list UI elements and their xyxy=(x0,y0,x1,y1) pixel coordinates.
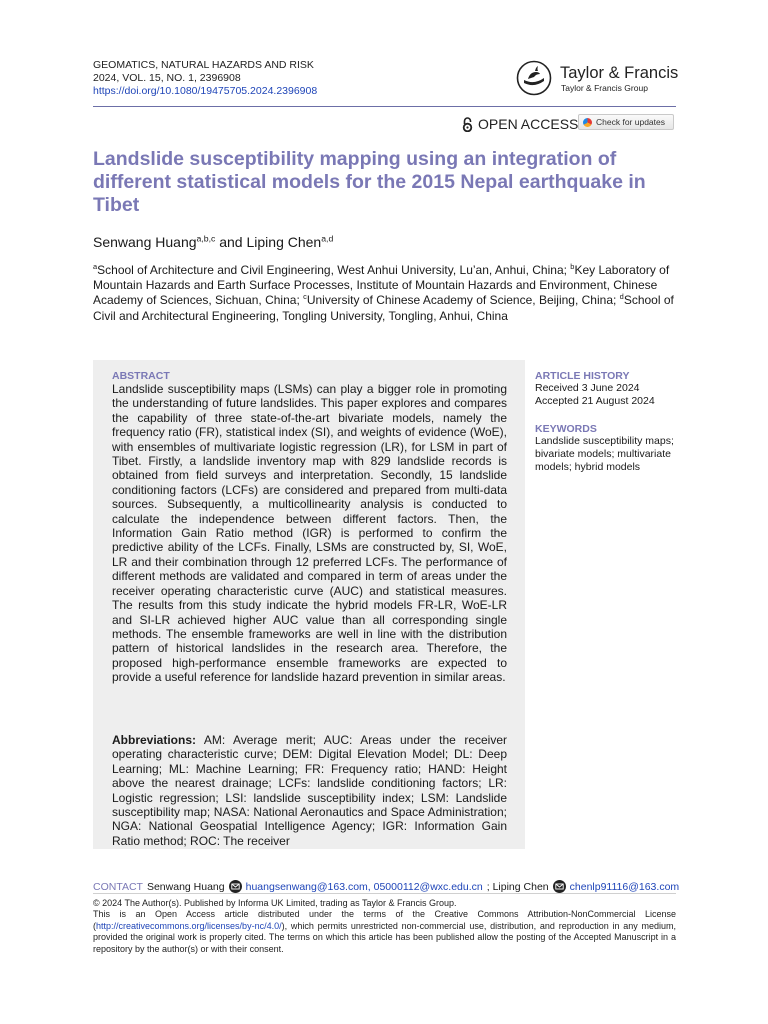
footer-divider xyxy=(93,893,676,894)
affiliation: Key Laboratory of Mountain Hazards and Earth Surface Processes, Institute of Mountain Hazards and Environment, Chinese Academy of Sciences, Sichuan, China; xyxy=(93,263,670,308)
affil-sup: c xyxy=(303,292,307,302)
abstract-heading: ABSTRACT xyxy=(112,370,170,382)
license-text: This is an Open Access article distributed under the terms of the Creative Commons Attribution-NonCommercial License ( xyxy=(93,909,676,931)
abbreviations-label: Abbreviations: xyxy=(112,733,197,747)
contact-label: CONTACT xyxy=(93,880,143,893)
copyright-notice: © 2024 The Author(s). Published by Informa UK Limited, trading as Taylor & Francis Group. xyxy=(93,898,457,908)
license-notice xyxy=(93,909,676,955)
contact-author: Senwang Huang xyxy=(146,880,225,893)
license-text: ), which permits unrestricted non-commercial use, distribution, and reproduction in any medium, provided the original work is properly cited. The terms on which this article has been published allow the posting of the Accepted Manuscript in a repository by the author(s) or with their consent. xyxy=(93,920,676,954)
affil-sup: b xyxy=(570,262,575,271)
affiliation: University of Chinese Academy of Science, Beijing, China; xyxy=(306,293,620,308)
article-title: Landslide susceptibility mapping using an integration of different statistical models for the 2015 Nepal earthquake in Tibet xyxy=(93,148,646,216)
publisher-group: Taylor & Francis Group xyxy=(561,83,648,93)
abbreviations xyxy=(112,733,507,849)
affiliation: School of Architecture and Civil Engineering, West Anhui University, Lu’an, Anhui, China; xyxy=(97,263,571,277)
journal-volume: 2024, VOL. 15, NO. 1, 2396908 xyxy=(93,72,241,84)
article-history-heading: ARTICLE HISTORY xyxy=(535,370,630,382)
author-name[interactable]: Liping Chen xyxy=(246,234,322,250)
author-list xyxy=(93,234,333,250)
abstract-body: Landslide susceptibility maps (LSMs) can play a bigger role in promoting the understanding of future landslides. This paper explores and compares the capability of three state-of-the-art bivariate models, namely the frequency ratio (FR), statistical index (SI), and weights of evidence (WoE), with ensembles of multivariate logistic regression (LR), for LSM in part of Tibet. Firstly, a landslide inventory map with 829 landslide records is obtained from field surveys and interpretation. Secondly, 15 landslide conditioning factors (LCFs) are considered and prepared from multi-data sources. Subsequently, a multicollinearity analysis is conducted to calculate the independence between different factors. Then, the Information Gain Ratio method (IGR) is performed to confirm the predictive ability of the LCFs. Finally, LSMs are constructed by, SI, WoE, LR and their combination through 12 preferred LCFs. The performance of different methods are validated and compared in term of areas under the receiver operating characteristic curve (AUC) and statistical measures. The results from this study indicate the hybrid models FR-LR, WoE-LR and SI-LR achieved higher AUC value than all corresponding single methods. The ensemble frameworks are well in line with the distribution pattern of historical landslides in the research area. Therefore, the proposed high-performance ensemble frameworks are expected to provide a useful reference for landslide hazard prevention in similar areas. xyxy=(112,382,507,685)
journal-header xyxy=(93,59,317,98)
affiliation: School of Civil and Architectural Engineering, Tongling University, Tongling, Anhui, China xyxy=(93,293,674,323)
abbreviations-body: AM: Average merit; AUC: Areas under the receiver operating characteristic curve; DEM: Digital Elevation Model; DL: Deep Learning; ML: Machine Learning; FR: Frequency ratio; HAND: Height above the nearest drainage; LCFs: landslide conditioning factors; LR: Logistic regression; LSI: landslide susceptibility index; LSM: Landslide susceptibility map; NASA: National Aeronautics and Space Administration; NGA: National Geospatial Intelligence Agency; IGR: Information Gain Ratio method; ROC: The receiver xyxy=(112,733,507,848)
open-access-badge xyxy=(462,116,578,132)
author-affil-sup: a,b,c xyxy=(196,233,216,244)
keywords-heading: KEYWORDS xyxy=(535,423,597,435)
affil-sup: d xyxy=(619,292,624,302)
author-affil-sup: a,d xyxy=(321,233,334,244)
contact-line xyxy=(93,880,679,893)
email-icon xyxy=(553,880,566,893)
affiliations xyxy=(93,263,678,324)
check-for-updates-label: Check for updates xyxy=(596,117,665,127)
author-name[interactable]: Senwang Huang xyxy=(93,234,197,250)
journal-name: GEOMATICS, NATURAL HAZARDS AND RISK xyxy=(93,59,314,71)
contact-email[interactable]: huangsenwang@163.com, 05000112@wxc.edu.cn xyxy=(245,880,483,893)
affil-sup: a xyxy=(93,262,98,271)
doi-link[interactable]: https://doi.org/10.1080/19475705.2024.2396908 xyxy=(93,85,318,97)
received-date: Received 3 June 2024 xyxy=(535,382,640,394)
contact-separator: ; Liping Chen xyxy=(486,880,549,893)
email-icon xyxy=(229,880,242,893)
article-history xyxy=(535,370,685,408)
open-lock-icon xyxy=(462,117,473,132)
header-divider xyxy=(93,106,676,107)
keywords-section xyxy=(535,423,685,475)
open-access-label: OPEN ACCESS xyxy=(478,116,579,132)
publisher-logo[interactable] xyxy=(516,60,681,98)
keywords-list: Landslide susceptibility maps; bivariate models; multivariate models; hybrid models xyxy=(535,435,674,474)
author-joiner: and xyxy=(215,234,247,250)
license-link[interactable]: http://creativecommons.org/licenses/by-nc/4.0/ xyxy=(96,920,282,931)
accepted-date: Accepted 21 August 2024 xyxy=(535,395,655,408)
crossmark-icon xyxy=(583,118,592,127)
contact-email[interactable]: chenlp91116@163.com xyxy=(569,880,680,893)
taylor-francis-lamp-icon xyxy=(516,60,552,96)
publisher-name: Taylor & Francis xyxy=(560,64,679,82)
check-for-updates-button[interactable] xyxy=(578,114,674,130)
